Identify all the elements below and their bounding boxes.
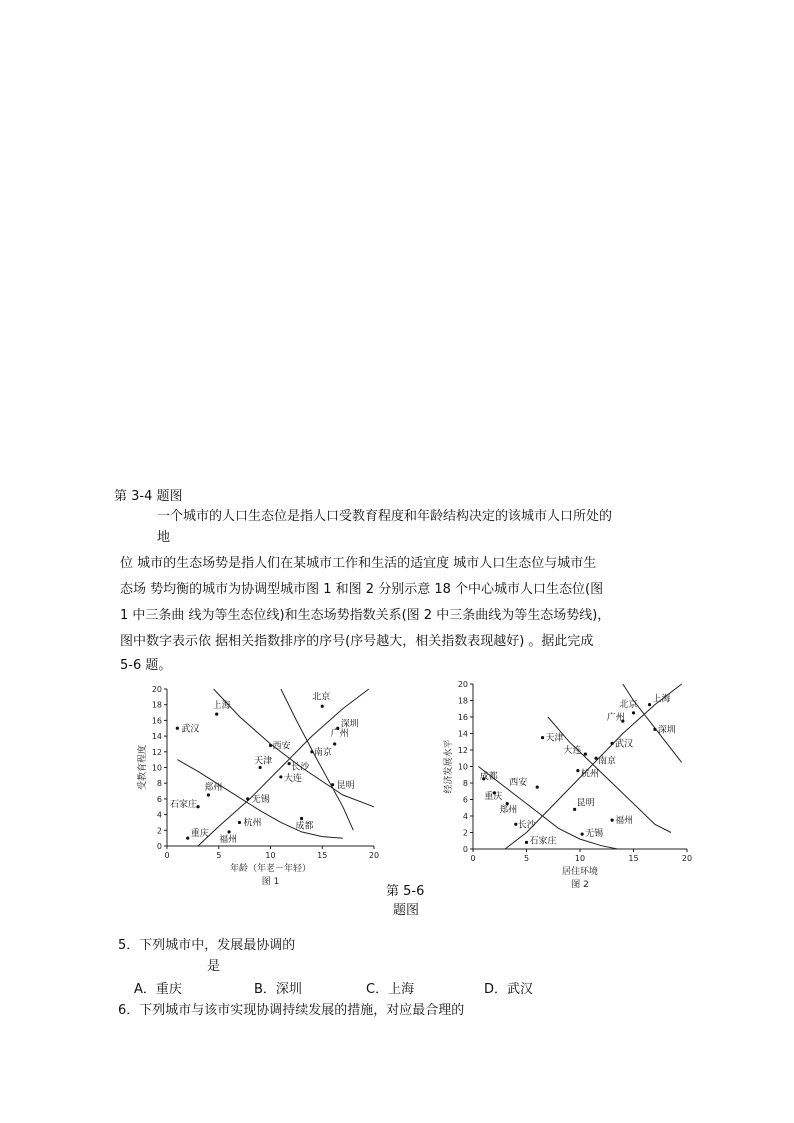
figure-caption: 图 2: [571, 880, 589, 890]
question-5-option-a[interactable]: A．重庆: [134, 982, 182, 997]
point-label: 重庆: [484, 791, 503, 802]
point-label: 石家庄: [170, 799, 198, 810]
question-5-stem: 5．下列城市中，发展最协调的: [118, 938, 296, 953]
y-tick-label: 14: [457, 729, 468, 739]
x-tick-label: 5: [523, 854, 530, 863]
data-point: [653, 728, 656, 731]
point-label: 郑州: [204, 782, 223, 793]
data-point: [246, 797, 249, 800]
point-label: 无锡: [251, 794, 270, 805]
point-label: 西安: [272, 741, 291, 752]
point-label: 天津: [254, 756, 273, 767]
data-point: [632, 711, 635, 714]
data-point: [576, 769, 579, 772]
point-label: 武汉: [181, 724, 200, 735]
y-axis-label: 经济发展水平: [444, 739, 454, 794]
y-tick-label: 2: [156, 826, 162, 836]
data-point: [536, 786, 539, 789]
data-point: [207, 793, 210, 796]
paragraph-line-3: 位 城市的生态场势是指人们在某城市工作和生活的适宜度 城市人口生态位与城市生: [120, 556, 597, 571]
point-label: 长沙: [517, 820, 536, 831]
y-tick-label: 10: [457, 762, 468, 772]
x-tick-label: 20: [681, 854, 693, 863]
data-point: [648, 703, 651, 706]
x-tick-label: 15: [628, 854, 639, 863]
figure-1-chart: [135, 678, 395, 890]
point-label: 杭州: [243, 818, 262, 829]
question-5-stem-cont: 是: [207, 959, 221, 974]
point-label: 广州: [330, 728, 349, 739]
question-5-option-c[interactable]: C．上海: [366, 982, 415, 997]
y-tick-label: 14: [151, 732, 162, 742]
data-point: [333, 742, 336, 745]
data-point: [300, 817, 303, 820]
data-point: [176, 727, 179, 730]
y-tick-label: 8: [462, 779, 468, 788]
data-point: [238, 821, 241, 824]
point-label: 上海: [652, 694, 671, 705]
point-label: 成都: [295, 821, 314, 832]
point-label: 南京: [313, 747, 332, 758]
data-point: [279, 775, 282, 778]
figure-2-chart: [436, 676, 706, 890]
data-point: [228, 830, 231, 833]
y-tick-label: 4: [462, 812, 468, 821]
data-point: [581, 833, 584, 836]
point-label: 上海: [212, 701, 231, 712]
x-tick-label: 0: [164, 851, 170, 860]
point-label: 福州: [219, 834, 238, 845]
point-label: 大连: [283, 773, 302, 784]
paragraph-line-1: 一个城市的人口生态位是指人口受教育程度和年龄结构决定的该城市人口所处的: [157, 509, 613, 524]
y-tick-label: 6: [156, 794, 162, 804]
y-tick-label: 18: [457, 696, 468, 706]
y-tick-label: 16: [457, 713, 468, 722]
x-tick-label: 5: [216, 851, 222, 860]
point-label: 昆明: [336, 780, 355, 791]
point-label: 武汉: [615, 739, 634, 750]
y-tick-label: 12: [151, 747, 162, 757]
point-label: 无锡: [585, 829, 604, 840]
point-label: 长沙: [291, 762, 310, 773]
y-tick-label: 0: [156, 842, 162, 851]
data-point: [331, 783, 334, 786]
question-6-stem: 6．下列城市与该市实现协调持续发展的措施，对应最合理的: [118, 1003, 465, 1018]
y-tick-label: 10: [151, 763, 162, 773]
point-label: 石家庄: [529, 836, 557, 847]
y-tick-label: 6: [462, 795, 468, 805]
question-5-option-d[interactable]: D．武汉: [484, 982, 534, 997]
paragraph-line-4: 态场 势均衡的城市为协调型城市图 1 和图 2 分别示意 18 个中心城市人口生态位(图: [120, 582, 604, 597]
y-tick-label: 8: [156, 779, 162, 789]
y-axis-label: 受教育程度: [138, 744, 148, 791]
figure-caption: 图 1: [261, 877, 280, 887]
point-label: 北京: [312, 692, 331, 703]
data-point: [541, 736, 544, 739]
figure-caption-5-6-suffix: 题图: [393, 903, 420, 918]
point-label: 福州: [615, 816, 634, 827]
paragraph-line-2: 地: [157, 530, 171, 545]
data-point: [611, 742, 614, 745]
point-label: 天津: [545, 733, 564, 744]
data-point: [525, 841, 528, 844]
data-point: [611, 819, 614, 822]
iso-curve: [545, 717, 671, 833]
y-tick-label: 2: [462, 828, 468, 838]
point-label: 深圳: [340, 719, 359, 730]
data-point: [584, 753, 587, 756]
figure-caption-5-6: 第 5-6: [386, 884, 425, 899]
point-label: 西安: [509, 778, 528, 789]
y-tick-label: 4: [156, 810, 162, 820]
data-point: [186, 837, 189, 840]
x-tick-label: 20: [368, 851, 380, 860]
x-tick-label: 10: [265, 851, 276, 860]
y-tick-label: 18: [151, 700, 162, 710]
point-label: 郑州: [499, 805, 518, 816]
point-label: 重庆: [190, 829, 209, 840]
iso-curve: [198, 689, 369, 846]
data-point: [321, 705, 324, 708]
x-tick-label: 0: [470, 854, 476, 863]
point-label: 深圳: [657, 725, 676, 736]
y-tick-label: 20: [151, 685, 162, 694]
x-axis-label: 居住环境: [561, 867, 599, 877]
point-label: 广州: [606, 713, 625, 724]
point-label: 成都: [479, 771, 498, 782]
x-tick-label: 15: [317, 851, 328, 860]
point-label: 昆明: [576, 798, 595, 809]
y-tick-label: 20: [457, 680, 468, 689]
x-tick-label: 10: [574, 854, 586, 863]
point-label: 南京: [598, 756, 617, 767]
data-point: [215, 713, 218, 716]
point-label: 北京: [619, 699, 638, 710]
point-label: 大连: [563, 746, 582, 757]
paragraph-line-5: 1 中三条曲 线为等生态位线)和生态场势指数关系(图 2 中三条曲线为等生态场势线)，: [120, 608, 611, 623]
paragraph-line-6: 图中数字表示依 据相关指数排序的序号(序号越大，相关指数表现越好) 。据此完成: [120, 634, 594, 649]
x-axis-label: 年龄（年老－年轻）: [229, 864, 312, 874]
point-label: 杭州: [580, 769, 599, 780]
paragraph-line-7: 5-6 题。: [120, 658, 172, 673]
y-tick-label: 0: [462, 845, 468, 854]
y-tick-label: 16: [151, 716, 162, 726]
y-tick-label: 12: [457, 746, 468, 755]
question-5-option-b[interactable]: B．深圳: [254, 982, 302, 997]
figure-caption-3-4: 第 3-4 题图: [114, 489, 183, 504]
